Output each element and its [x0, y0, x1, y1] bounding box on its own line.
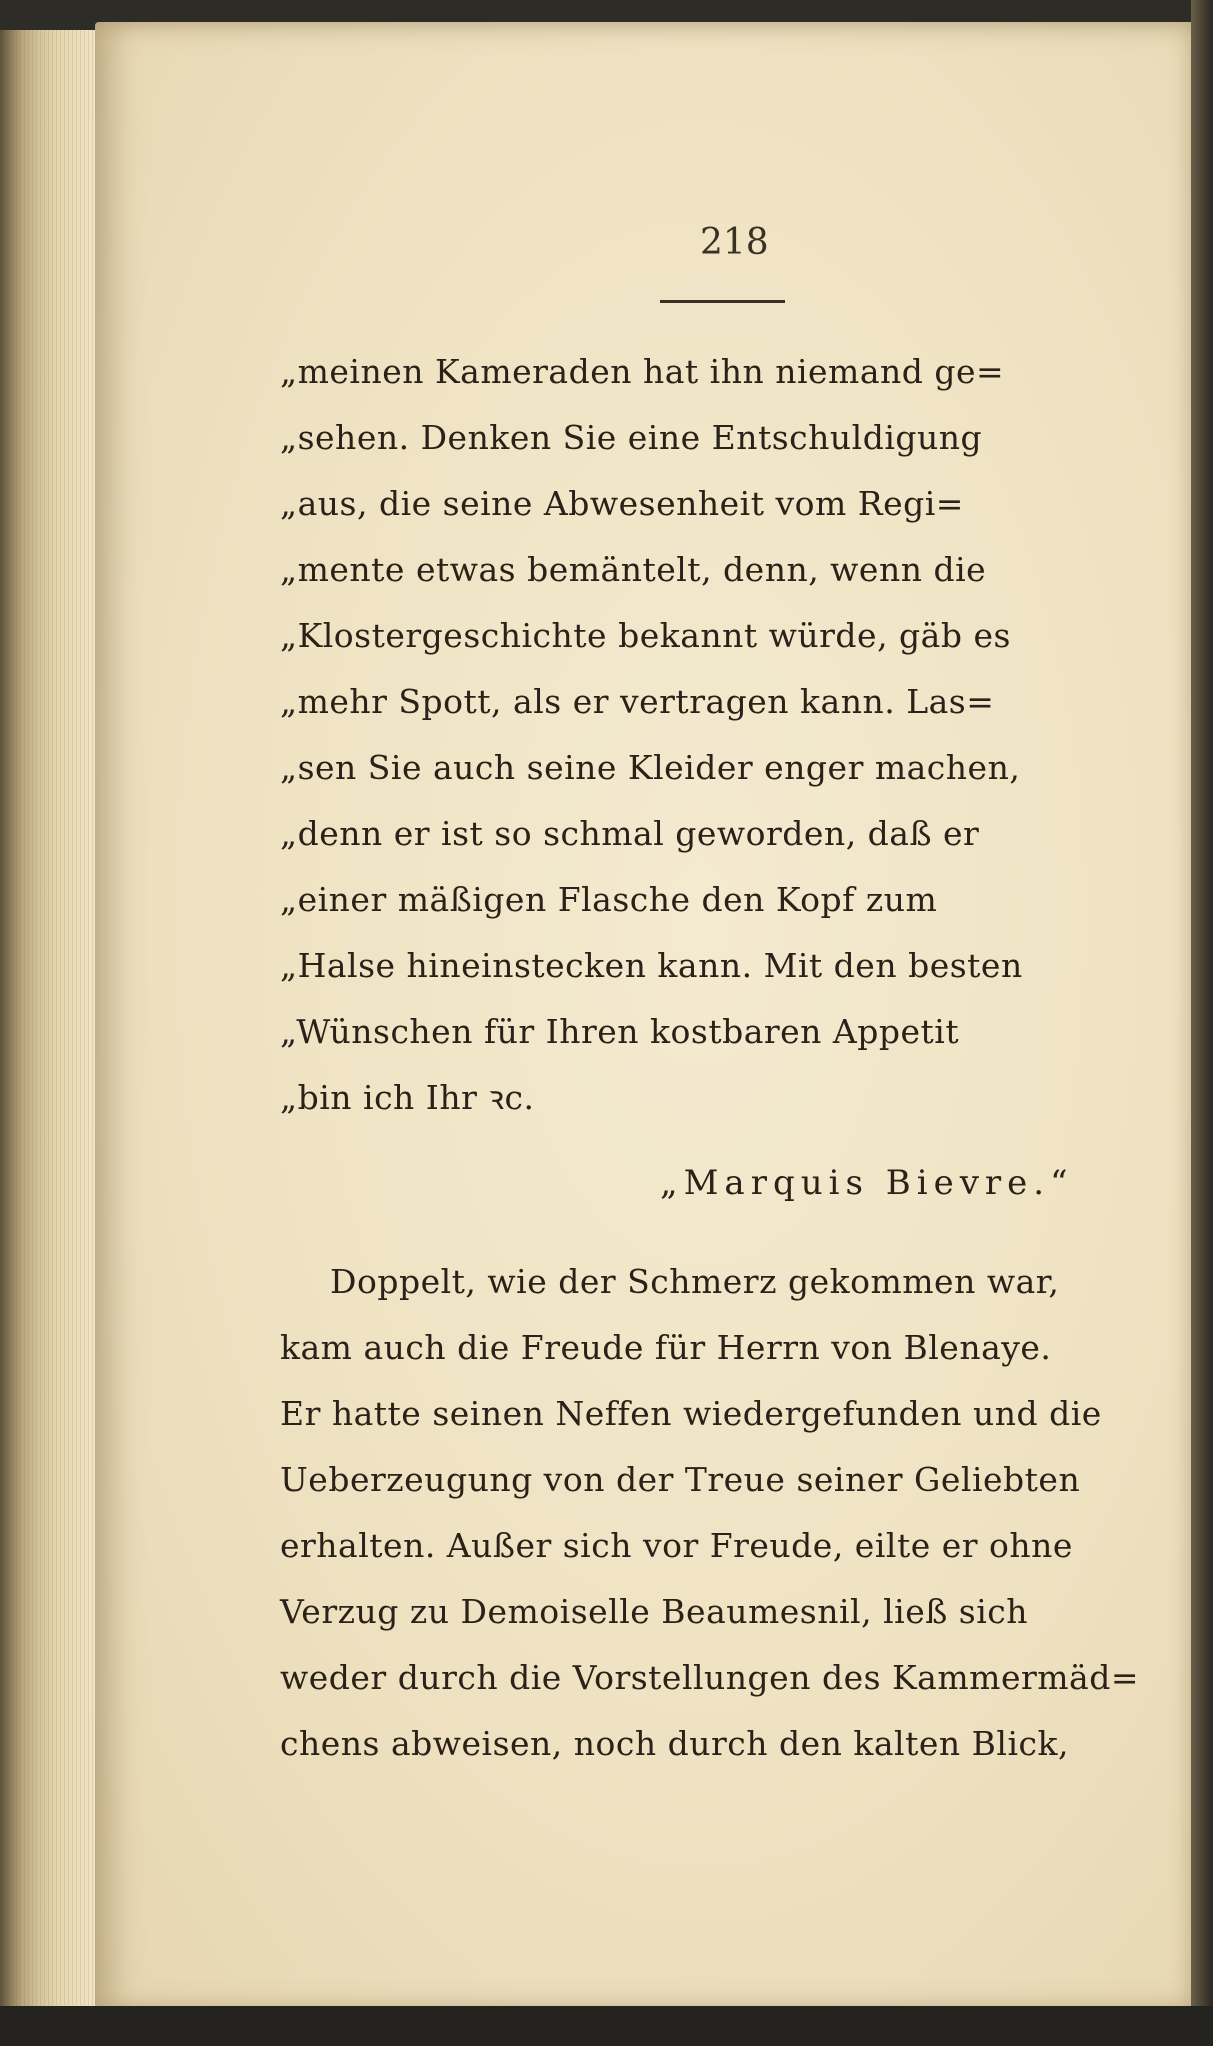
- letter-line: „sehen. Denken Sie eine Entschuldigung: [280, 418, 983, 457]
- letter-line: „mente etwas bemäntelt, denn, wenn die: [280, 550, 987, 589]
- header-rule: [660, 300, 785, 303]
- letter-signature: „Marquis Bievre.“: [660, 1163, 1074, 1203]
- narrative-line: Verzug zu Demoiselle Beaumesnil, ließ sich: [280, 1592, 1028, 1631]
- narrative-line: kam auch die Freude für Herrn von Blenaye.: [280, 1328, 1052, 1367]
- narrative-line: Er hatte seinen Neffen wiedergefunden und die: [280, 1394, 1102, 1433]
- letter-line: „bin ich Ihr ꝛc.: [280, 1078, 535, 1117]
- narrative-line: chens abweisen, noch durch den kalten Blick,: [280, 1724, 1069, 1763]
- narrative-line: erhalten. Außer sich vor Freude, eilte er ohne: [280, 1526, 1073, 1565]
- book-cover-edge: [1191, 0, 1213, 2046]
- scan-background: [0, 2006, 1213, 2046]
- letter-line: „sen Sie auch seine Kleider enger machen,: [280, 748, 1021, 787]
- letter-line: „Wünschen für Ihren kostbaren Appetit: [280, 1012, 960, 1051]
- letter-line: „denn er ist so schmal geworden, daß er: [280, 814, 980, 853]
- letter-line: „meinen Kameraden hat ihn niemand ge=: [280, 352, 1005, 391]
- letter-line: „einer mäßigen Flasche den Kopf zum: [280, 880, 938, 919]
- narrative-line: Doppelt, wie der Schmerz gekommen war,: [330, 1262, 1060, 1301]
- letter-line: „aus, die seine Abwesenheit vom Regi=: [280, 484, 964, 523]
- narrative-line: weder durch die Vorstellungen des Kammermäd=: [280, 1658, 1139, 1697]
- page-number: 218: [700, 222, 769, 263]
- letter-line: „mehr Spott, als er vertragen kann. Las=: [280, 682, 995, 721]
- letter-line: „Halse hineinstecken kann. Mit den besten: [280, 946, 1023, 985]
- letter-line: „Klostergeschichte bekannt würde, gäb es: [280, 616, 1011, 655]
- narrative-line: Ueberzeugung von der Treue seiner Geliebten: [280, 1460, 1081, 1499]
